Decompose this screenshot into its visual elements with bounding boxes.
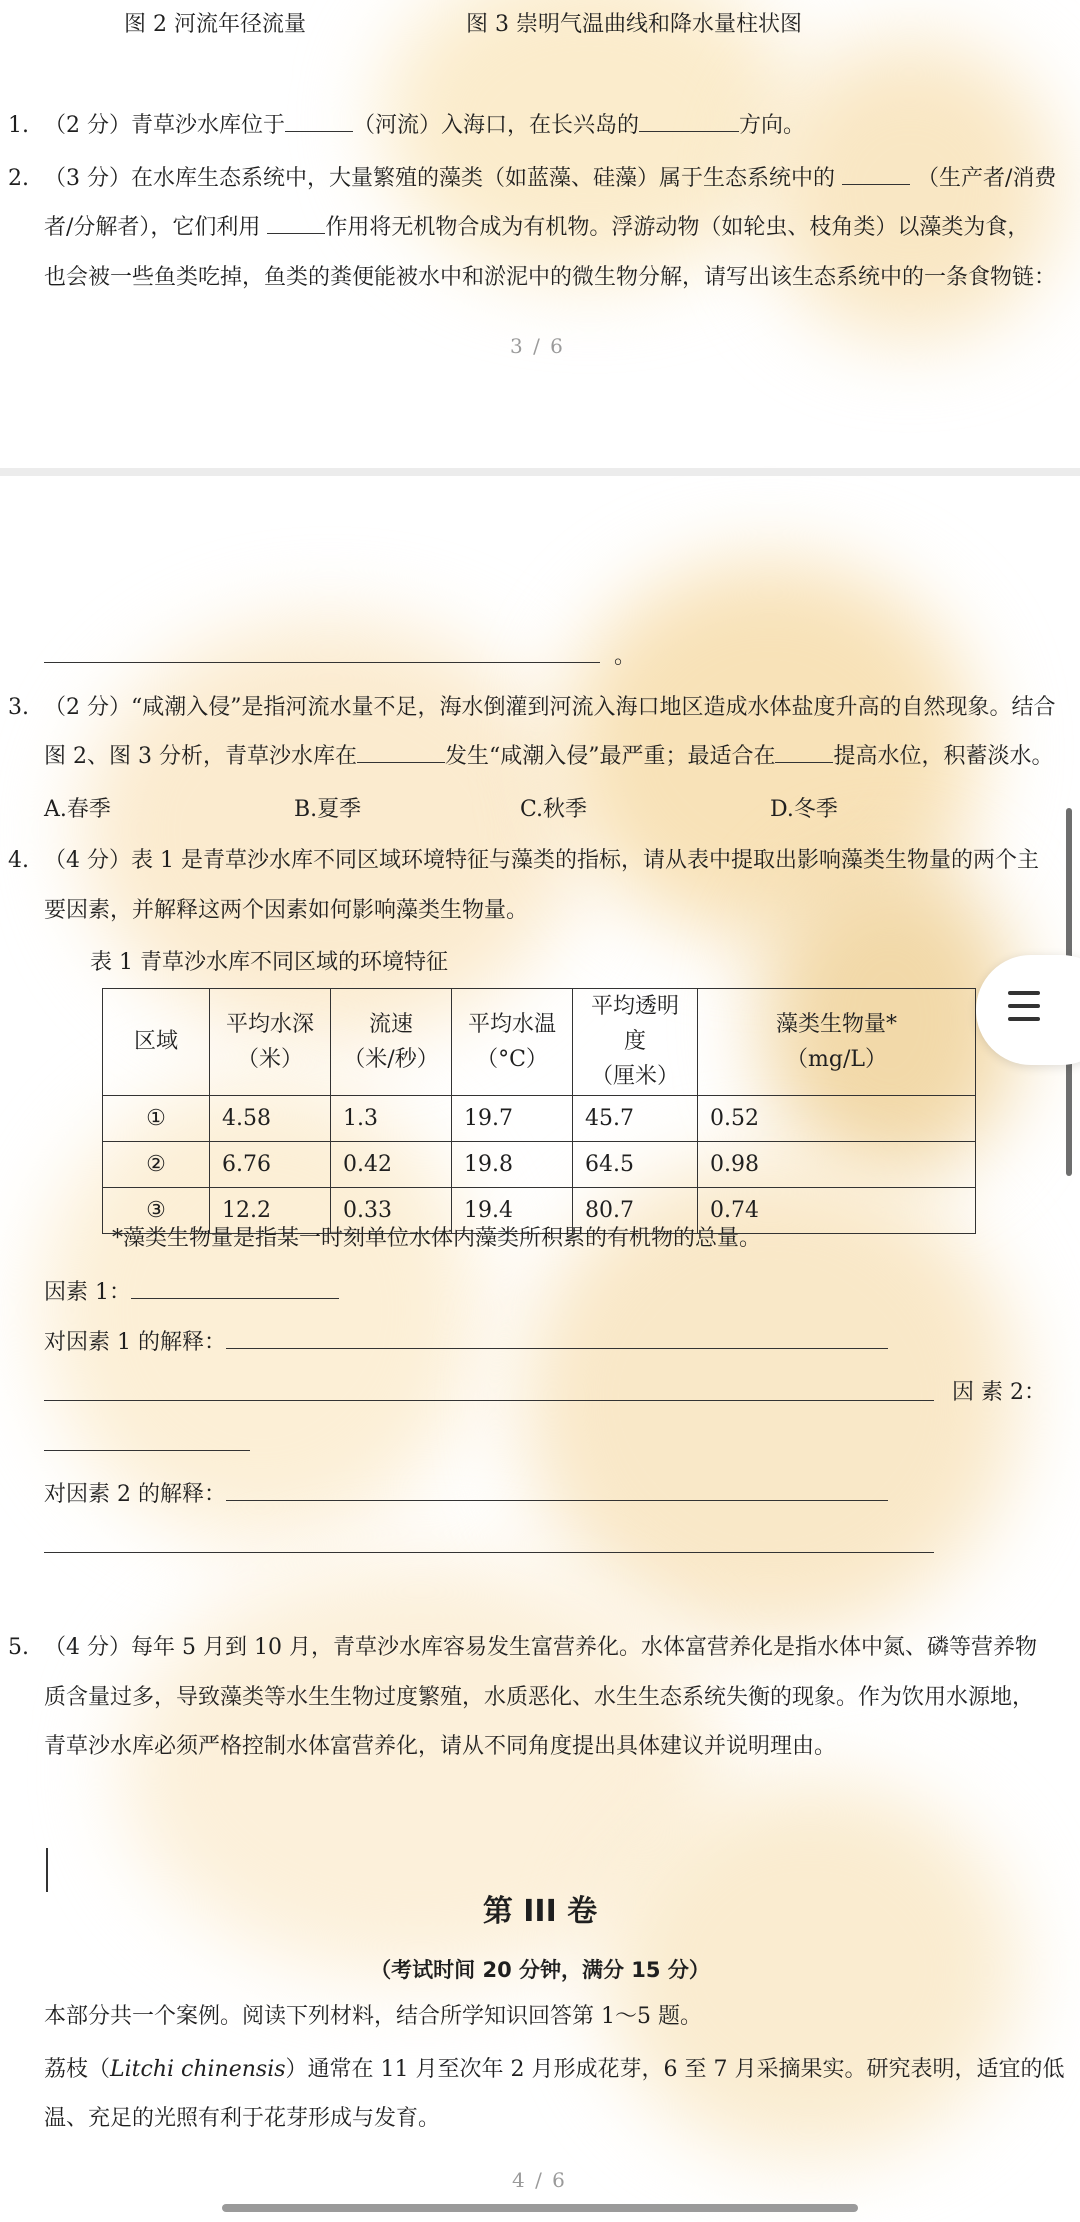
table-header: 平均水温 （°C） — [452, 989, 573, 1096]
answer-blank[interactable] — [44, 1450, 250, 1451]
question-3-line-1: （2 分）“咸潮入侵”是指河流水量不足，海水倒灌到河流入海口地区造成水体盐度升高的自然现象。结合 — [44, 695, 1056, 720]
question-1: （2 分）青草沙水库位于 （河流）入海口，在长兴岛的 方向。 — [44, 113, 806, 138]
section-title: 第 III 卷 — [482, 1894, 598, 1929]
question-3-number: 3. — [8, 695, 29, 720]
answer-blank[interactable] — [131, 1298, 339, 1299]
table-footnote: *藻类生物量是指某一时刻单位水体内藻类所积累的有机物的总量。 — [112, 1226, 762, 1251]
question-4-line-2: 要因素，并解释这两个因素如何影响藻类生物量。 — [44, 898, 529, 923]
factor-2-line — [44, 1430, 250, 1461]
table-row: ③ 12.2 0.33 19.4 80.7 0.74 — [103, 1187, 976, 1233]
answer-blank[interactable] — [44, 1552, 934, 1553]
question-5-line-3: 青草沙水库必须严格控制水体富营养化，请从不同角度提出具体建议并说明理由。 — [44, 1734, 837, 1759]
answer-blank[interactable] — [44, 662, 600, 663]
table-header: 平均水深 （米） — [210, 989, 331, 1096]
page-number-bottom: 4 / 6 — [512, 2168, 567, 2192]
question-2-line-2: 者/分解者），它们利用 作用将无机物合成为有机物。浮游动物（如轮虫、枝角类）以藻类为食， — [44, 215, 1030, 240]
table-header: 流速 （米/秒） — [331, 989, 452, 1096]
question-5-line-1: （4 分）每年 5 月到 10 月，青草沙水库容易发生富营养化。水体富营养化是指水体中氮、磷等营养物 — [44, 1635, 1037, 1660]
lychee-paragraph-line-2: 温、充足的光照有利于花芽形成与发育。 — [44, 2106, 441, 2131]
figure-2-caption: 图 2 河流年径流量 — [124, 12, 306, 37]
question-2-number: 2. — [8, 166, 29, 191]
question-3-line-2: 图 2、图 3 分析，青草沙水库在 发生“咸潮入侵”最严重；最适合在 提高水位，积蓄淡水。 — [44, 744, 1054, 769]
answer-blank[interactable] — [357, 762, 445, 763]
hamburger-menu-icon — [1008, 991, 1040, 1030]
table-1-title: 表 1 青草沙水库不同区域的环境特征 — [90, 950, 448, 975]
explain-2-line-2 — [44, 1532, 934, 1563]
table-1 — [102, 988, 976, 1234]
factor-2-label: 因 素 2： — [952, 1380, 1046, 1405]
answer-blank[interactable] — [842, 184, 910, 185]
figure-3-caption: 图 3 崇明气温曲线和降水量柱状图 — [466, 12, 802, 37]
answer-blank[interactable] — [226, 1500, 888, 1501]
page-number-top: 3 / 6 — [510, 334, 565, 358]
question-1-number: 1. — [8, 113, 29, 138]
answer-blank[interactable] — [267, 233, 325, 234]
factor-1: 因素 1： — [44, 1278, 339, 1309]
answer-blank[interactable] — [44, 1400, 934, 1401]
home-indicator[interactable] — [222, 2204, 858, 2212]
section-subtitle: （考试时间 20 分钟，满分 15 分） — [370, 1958, 710, 1982]
table-header: 藻类生物量* （mg/L） — [698, 989, 976, 1096]
table-header: 区域 — [103, 989, 210, 1096]
menu-button[interactable] — [976, 955, 1080, 1065]
answer-blank[interactable] — [226, 1348, 888, 1349]
question-5-line-2: 质含量过多，导致藻类等水生生物过度繁殖，水质恶化、水生生态系统失衡的现象。作为饮用水源地， — [44, 1685, 1035, 1710]
table-row: ① 4.58 1.3 19.7 45.7 0.52 — [103, 1095, 976, 1141]
section-intro: 本部分共一个案例。阅读下列材料，结合所学知识回答第 1～5 题。 — [44, 2004, 702, 2029]
explain-2: 对因素 2 的解释： — [44, 1480, 888, 1511]
table-header: 平均透明度 （厘米） — [573, 989, 698, 1096]
explain-1: 对因素 1 的解释： — [44, 1328, 888, 1359]
table-row: ② 6.76 0.42 19.8 64.5 0.98 — [103, 1141, 976, 1187]
option-b: B.夏季 — [294, 797, 362, 822]
question-4-line-1: （4 分）表 1 是青草沙水库不同区域环境特征与藻类的指标，请从表中提取出影响藻类生物量的两个主 — [44, 848, 1039, 873]
lychee-paragraph-line-1: 荔枝（Litchi chinensis）通常在 11 月至次年 2 月形成花芽，6 至 7 月采摘果实。研究表明，适宜的低 — [44, 2057, 1065, 2082]
answer-blank[interactable] — [285, 131, 353, 132]
answer-blank[interactable] — [639, 131, 739, 132]
option-d: D.冬季 — [770, 797, 838, 822]
question-5-number: 5. — [8, 1635, 29, 1660]
table-header-row — [103, 989, 976, 1096]
option-c: C.秋季 — [520, 797, 588, 822]
question-2-line-3: 也会被一些鱼类吃掉，鱼类的粪便能被水中和淤泥中的微生物分解，请写出该生态系统中的一条食物链： — [44, 265, 1057, 290]
question-4-number: 4. — [8, 848, 29, 873]
text-cursor — [46, 1848, 48, 1892]
question-2-line-1: （3 分）在水库生态系统中，大量繁殖的藻类（如蓝藻、硅藻）属于生态系统中的 （生产者/消费 — [44, 166, 1057, 191]
explain-1-line-2 — [44, 1380, 934, 1411]
answer-blank[interactable] — [775, 762, 833, 763]
question-2-answer-line: 。 — [44, 642, 636, 673]
option-a: A.春季 — [44, 797, 111, 822]
